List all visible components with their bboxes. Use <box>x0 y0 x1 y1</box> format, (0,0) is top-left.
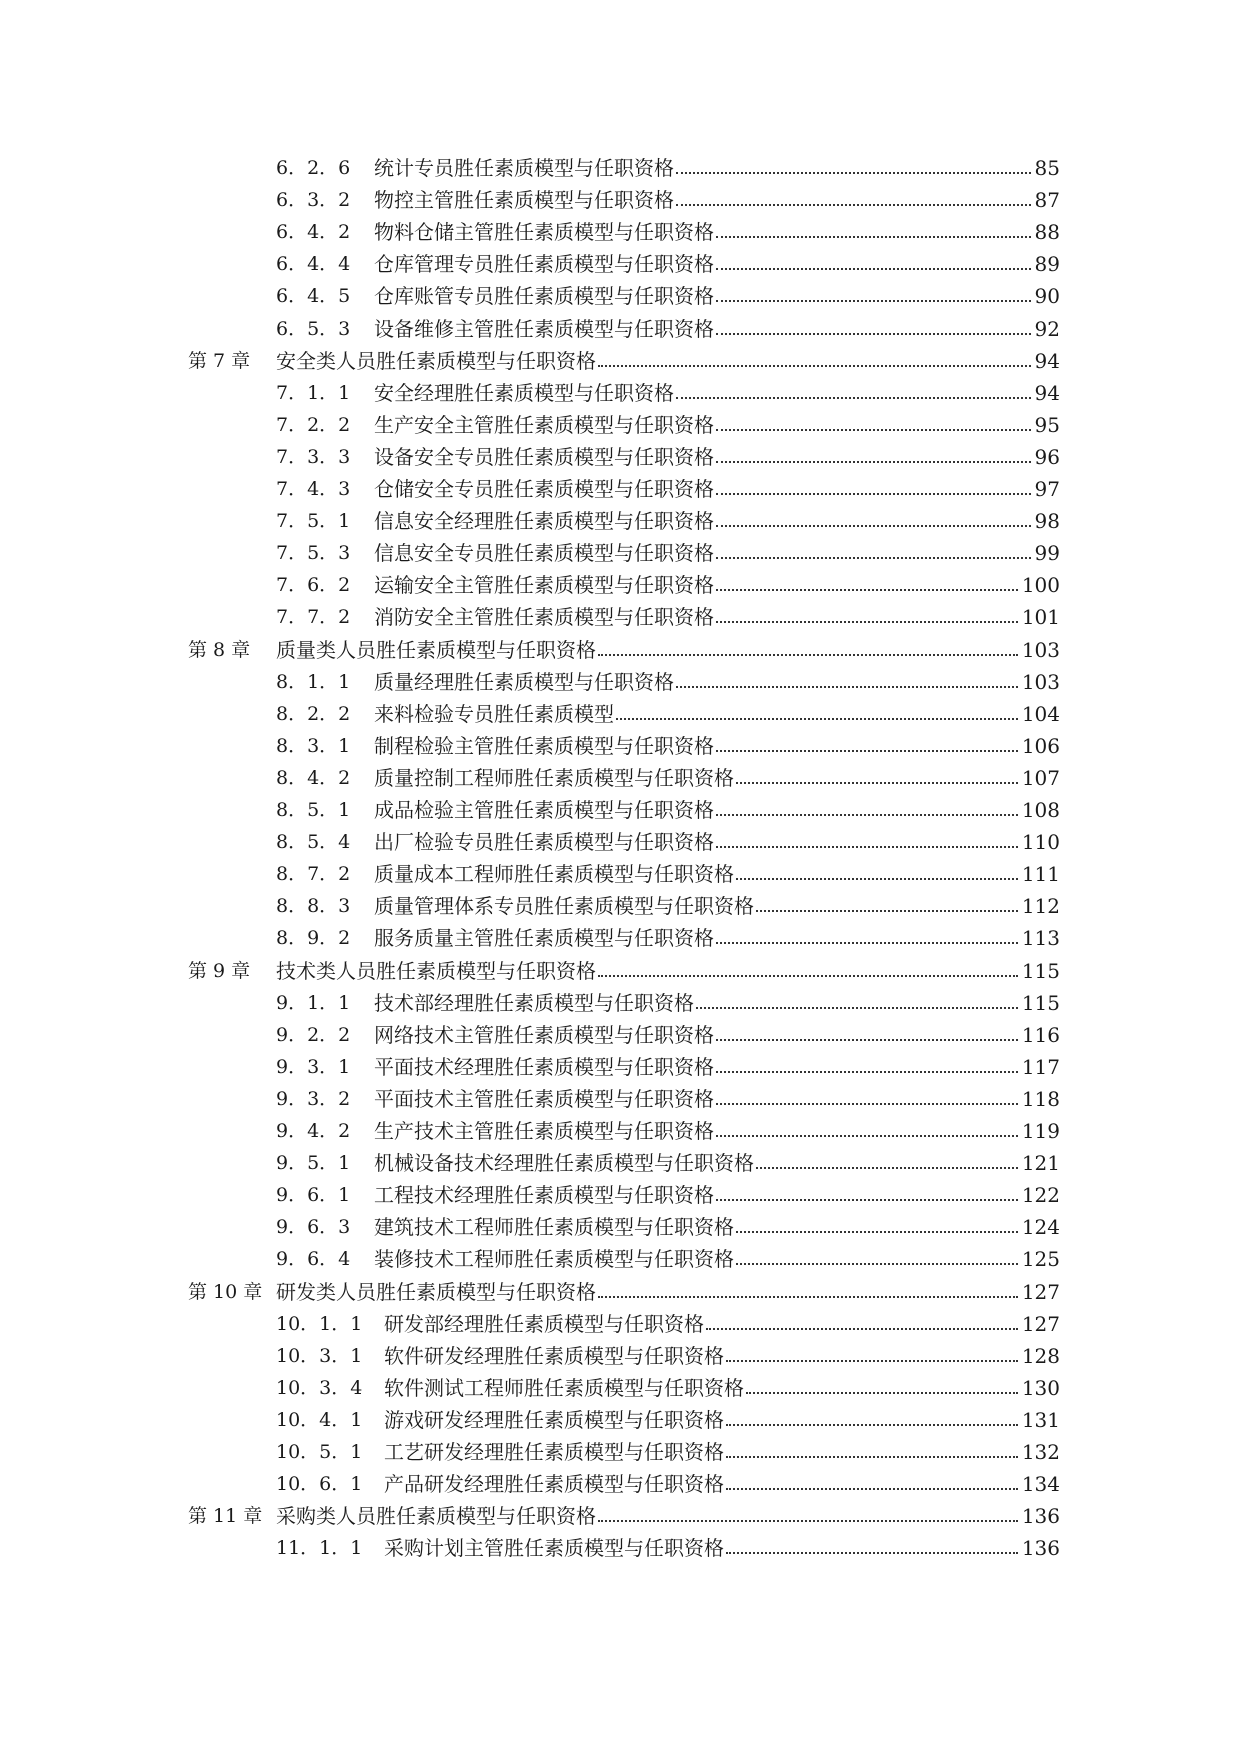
toc-section-entry[interactable] <box>0 248 1241 280</box>
toc-dot-leader <box>756 910 1018 912</box>
toc-entry-title: 信息安全经理胜任素质模型与任职资格 <box>374 509 714 533</box>
toc-dot-leader <box>716 493 1031 495</box>
toc-entry-title: 采购计划主管胜任素质模型与任职资格 <box>384 1536 724 1560</box>
toc-entry-title: 物控主管胜任素质模型与任职资格 <box>374 188 674 212</box>
toc-entry-title: 采购类人员胜任素质模型与任职资格 <box>276 1504 596 1528</box>
toc-chapter-entry[interactable] <box>0 634 1241 666</box>
toc-entry-page-number: 136 <box>1020 1532 1060 1564</box>
toc-entry-number: 7．4．3 <box>276 478 351 500</box>
toc-entry-page-number: 97 <box>1033 473 1060 505</box>
toc-entry-title: 设备安全专员胜任素质模型与任职资格 <box>374 445 714 469</box>
toc-entry-page-number: 100 <box>1020 569 1060 601</box>
toc-dot-leader <box>716 942 1018 944</box>
toc-entry-page-number: 121 <box>1020 1147 1060 1179</box>
toc-dot-leader <box>716 268 1031 270</box>
toc-section-entry[interactable] <box>0 922 1241 954</box>
toc-dot-leader <box>676 397 1031 399</box>
toc-entry-page-number: 99 <box>1033 537 1060 569</box>
toc-chapter-entry[interactable] <box>0 345 1241 377</box>
toc-entry-page-number: 92 <box>1033 313 1060 345</box>
toc-dot-leader <box>726 1488 1018 1490</box>
toc-dot-leader <box>716 1039 1018 1041</box>
toc-section-entry[interactable] <box>0 569 1241 601</box>
toc-chapter-entry[interactable] <box>0 1500 1241 1532</box>
toc-section-entry[interactable] <box>0 890 1241 922</box>
toc-entry-number: 10．3．4 <box>276 1377 363 1399</box>
toc-entry-page-number: 132 <box>1020 1436 1060 1468</box>
toc-dot-leader <box>726 1424 1018 1426</box>
toc-section-entry[interactable] <box>0 1083 1241 1115</box>
toc-entry-page-number: 124 <box>1020 1211 1060 1243</box>
toc-entry-number: 8．4．2 <box>276 767 351 789</box>
toc-chapter-entry[interactable] <box>0 955 1241 987</box>
toc-section-entry[interactable] <box>0 1340 1241 1372</box>
toc-entry-page-number: 89 <box>1033 248 1060 280</box>
toc-chapter-entry[interactable] <box>0 1276 1241 1308</box>
toc-entry-number: 7．1．1 <box>276 382 351 404</box>
toc-entry-page-number: 87 <box>1033 184 1060 216</box>
toc-entry-title: 仓库管理专员胜任素质模型与任职资格 <box>374 252 714 276</box>
toc-entry-number: 8．9．2 <box>276 927 351 949</box>
toc-entry-title: 建筑技术工程师胜任素质模型与任职资格 <box>374 1215 734 1239</box>
toc-dot-leader <box>726 1552 1018 1554</box>
toc-entry-page-number: 104 <box>1020 698 1060 730</box>
toc-entry-page-number: 130 <box>1020 1372 1060 1404</box>
toc-entry-number: 10．4．1 <box>276 1409 363 1431</box>
toc-section-entry[interactable] <box>0 184 1241 216</box>
toc-dot-leader <box>706 1328 1018 1330</box>
toc-entry-page-number: 127 <box>1020 1276 1060 1308</box>
toc-section-entry[interactable] <box>0 1051 1241 1083</box>
toc-entry-title: 生产安全主管胜任素质模型与任职资格 <box>374 413 714 437</box>
toc-entry-page-number: 111 <box>1020 858 1060 890</box>
toc-entry-number: 7．2．2 <box>276 414 351 436</box>
toc-section-entry[interactable] <box>0 987 1241 1019</box>
toc-dot-leader <box>716 300 1031 302</box>
toc-entry-number: 第 8 章 <box>188 639 251 661</box>
toc-entry-title: 网络技术主管胜任素质模型与任职资格 <box>374 1023 714 1047</box>
toc-entry-number: 6．4．5 <box>276 285 351 307</box>
toc-dot-leader <box>736 782 1018 784</box>
toc-section-entry[interactable] <box>0 280 1241 312</box>
toc-dot-leader <box>716 846 1018 848</box>
toc-entry-number: 9．1．1 <box>276 992 351 1014</box>
toc-entry-page-number: 136 <box>1020 1500 1060 1532</box>
toc-entry-title: 质量经理胜任素质模型与任职资格 <box>374 670 674 694</box>
toc-entry-title: 来料检验专员胜任素质模型 <box>374 702 614 726</box>
toc-entry-page-number: 122 <box>1020 1179 1060 1211</box>
toc-section-entry[interactable] <box>0 1243 1241 1275</box>
toc-entry-number: 9．3．1 <box>276 1056 351 1078</box>
toc-entry-number: 6．2．6 <box>276 157 351 179</box>
toc-entry-page-number: 94 <box>1033 345 1060 377</box>
toc-entry-title: 平面技术经理胜任素质模型与任职资格 <box>374 1055 714 1079</box>
toc-dot-leader <box>716 750 1018 752</box>
toc-entry-number: 8．3．1 <box>276 735 351 757</box>
toc-dot-leader <box>716 1071 1018 1073</box>
toc-entry-title: 工艺研发经理胜任素质模型与任职资格 <box>384 1440 724 1464</box>
toc-entry-title: 信息安全专员胜任素质模型与任职资格 <box>374 541 714 565</box>
toc-entry-page-number: 106 <box>1020 730 1060 762</box>
toc-entry-number: 7．6．2 <box>276 574 351 596</box>
toc-entry-title: 仓库账管专员胜任素质模型与任职资格 <box>374 284 714 308</box>
toc-section-entry[interactable] <box>0 473 1241 505</box>
toc-entry-title: 技术类人员胜任素质模型与任职资格 <box>276 959 596 983</box>
toc-entry-number: 8．5．4 <box>276 831 351 853</box>
toc-dot-leader <box>676 686 1018 688</box>
toc-section-entry[interactable] <box>0 313 1241 345</box>
toc-entry-number: 9．6．3 <box>276 1216 351 1238</box>
toc-section-entry[interactable] <box>0 1436 1241 1468</box>
toc-dot-leader <box>696 1007 1018 1009</box>
toc-entry-page-number: 131 <box>1020 1404 1060 1436</box>
toc-entry-title: 生产技术主管胜任素质模型与任职资格 <box>374 1119 714 1143</box>
toc-dot-leader <box>726 1456 1018 1458</box>
toc-entry-title: 制程检验主管胜任素质模型与任职资格 <box>374 734 714 758</box>
toc-dot-leader <box>736 878 1018 880</box>
toc-section-entry[interactable] <box>0 1019 1241 1051</box>
toc-entry-title: 成品检验主管胜任素质模型与任职资格 <box>374 798 714 822</box>
toc-entry-number: 8．7．2 <box>276 863 351 885</box>
toc-entry-number: 10．3．1 <box>276 1345 363 1367</box>
toc-entry-number: 6．3．2 <box>276 189 351 211</box>
toc-entry-title: 消防安全主管胜任素质模型与任职资格 <box>374 605 714 629</box>
toc-dot-leader <box>598 365 1031 367</box>
toc-entry-title: 研发部经理胜任素质模型与任职资格 <box>384 1312 704 1336</box>
toc-dot-leader <box>616 718 1018 720</box>
toc-entry-number: 9．4．2 <box>276 1120 351 1142</box>
toc-entry-page-number: 112 <box>1020 890 1060 922</box>
toc-entry-page-number: 110 <box>1020 826 1060 858</box>
toc-dot-leader <box>746 1392 1018 1394</box>
toc-section-entry[interactable] <box>0 601 1241 633</box>
toc-entry-title: 装修技术工程师胜任素质模型与任职资格 <box>374 1247 734 1271</box>
toc-dot-leader <box>716 1199 1018 1201</box>
toc-entry-page-number: 85 <box>1033 152 1060 184</box>
toc-entry-number: 8．8．3 <box>276 895 351 917</box>
toc-section-entry[interactable] <box>0 537 1241 569</box>
toc-entry-title: 出厂检验专员胜任素质模型与任职资格 <box>374 830 714 854</box>
toc-entry-number: 9．3．2 <box>276 1088 351 1110</box>
toc-entry-number: 11．1．1 <box>276 1537 363 1559</box>
toc-entry-page-number: 103 <box>1020 666 1060 698</box>
toc-entry-page-number: 127 <box>1020 1308 1060 1340</box>
toc-dot-leader <box>676 204 1031 206</box>
toc-entry-number: 6．4．4 <box>276 253 351 275</box>
toc-section-entry[interactable] <box>0 1404 1241 1436</box>
toc-dot-leader <box>716 1135 1018 1137</box>
toc-dot-leader <box>736 1263 1018 1265</box>
toc-entry-number: 9．6．4 <box>276 1248 351 1270</box>
toc-dot-leader <box>716 429 1031 431</box>
toc-dot-leader <box>716 525 1031 527</box>
toc-dot-leader <box>676 172 1031 174</box>
toc-entry-number: 10．6．1 <box>276 1473 363 1495</box>
toc-section-entry[interactable] <box>0 216 1241 248</box>
toc-dot-leader <box>598 654 1018 656</box>
toc-dot-leader <box>716 461 1031 463</box>
toc-entry-number: 第 7 章 <box>188 350 251 372</box>
toc-entry-page-number: 116 <box>1020 1019 1060 1051</box>
toc-entry-title: 机械设备技术经理胜任素质模型与任职资格 <box>374 1151 754 1175</box>
toc-section-entry[interactable] <box>0 730 1241 762</box>
toc-entry-number: 10．5．1 <box>276 1441 363 1463</box>
toc-entry-number: 7．7．2 <box>276 606 351 628</box>
toc-entry-page-number: 88 <box>1033 216 1060 248</box>
toc-entry-number: 9．5．1 <box>276 1152 351 1174</box>
toc-entry-number: 9．2．2 <box>276 1024 351 1046</box>
toc-section-entry[interactable] <box>0 377 1241 409</box>
toc-entry-page-number: 134 <box>1020 1468 1060 1500</box>
toc-entry-title: 统计专员胜任素质模型与任职资格 <box>374 156 674 180</box>
toc-entry-title: 质量控制工程师胜任素质模型与任职资格 <box>374 766 734 790</box>
toc-entry-page-number: 119 <box>1020 1115 1060 1147</box>
toc-entry-page-number: 115 <box>1020 987 1060 1019</box>
toc-dot-leader <box>716 814 1018 816</box>
toc-section-entry[interactable] <box>0 409 1241 441</box>
toc-entry-page-number: 113 <box>1020 922 1060 954</box>
toc-dot-leader <box>716 1103 1018 1105</box>
toc-section-entry[interactable] <box>0 1372 1241 1404</box>
toc-section-entry[interactable] <box>0 1179 1241 1211</box>
toc-section-entry[interactable] <box>0 858 1241 890</box>
toc-section-entry[interactable] <box>0 698 1241 730</box>
toc-entry-title: 工程技术经理胜任素质模型与任职资格 <box>374 1183 714 1207</box>
toc-entry-page-number: 115 <box>1020 955 1060 987</box>
toc-section-entry[interactable] <box>0 441 1241 473</box>
toc-section-entry[interactable] <box>0 1147 1241 1179</box>
toc-entry-page-number: 103 <box>1020 634 1060 666</box>
toc-entry-page-number: 94 <box>1033 377 1060 409</box>
toc-dot-leader <box>716 236 1031 238</box>
toc-entry-title: 安全类人员胜任素质模型与任职资格 <box>276 349 596 373</box>
toc-entry-title: 软件研发经理胜任素质模型与任职资格 <box>384 1344 724 1368</box>
toc-entry-title: 服务质量主管胜任素质模型与任职资格 <box>374 926 714 950</box>
toc-section-entry[interactable] <box>0 1211 1241 1243</box>
toc-entry-number: 10．1．1 <box>276 1313 363 1335</box>
toc-entry-page-number: 125 <box>1020 1243 1060 1275</box>
toc-entry-number: 第 10 章 <box>188 1281 263 1303</box>
toc-entry-page-number: 128 <box>1020 1340 1060 1372</box>
toc-entry-title: 质量成本工程师胜任素质模型与任职资格 <box>374 862 734 886</box>
toc-entry-title: 仓储安全专员胜任素质模型与任职资格 <box>374 477 714 501</box>
toc-section-entry[interactable] <box>0 826 1241 858</box>
toc-entry-title: 设备维修主管胜任素质模型与任职资格 <box>374 317 714 341</box>
toc-entry-number: 8．1．1 <box>276 671 351 693</box>
toc-dot-leader <box>598 1520 1018 1522</box>
toc-entry-page-number: 107 <box>1020 762 1060 794</box>
toc-entry-number: 9．6．1 <box>276 1184 351 1206</box>
toc-section-entry[interactable] <box>0 152 1241 184</box>
toc-dot-leader <box>716 589 1018 591</box>
toc-section-entry[interactable] <box>0 1308 1241 1340</box>
toc-entry-page-number: 118 <box>1020 1083 1060 1115</box>
toc-entry-page-number: 117 <box>1020 1051 1060 1083</box>
toc-entry-title: 产品研发经理胜任素质模型与任职资格 <box>384 1472 724 1496</box>
toc-entry-page-number: 90 <box>1033 280 1060 312</box>
toc-entry-title: 质量类人员胜任素质模型与任职资格 <box>276 638 596 662</box>
toc-entry-title: 平面技术主管胜任素质模型与任职资格 <box>374 1087 714 1111</box>
toc-entry-title: 软件测试工程师胜任素质模型与任职资格 <box>384 1376 744 1400</box>
toc-entry-title: 游戏研发经理胜任素质模型与任职资格 <box>384 1408 724 1432</box>
toc-entry-title: 质量管理体系专员胜任素质模型与任职资格 <box>374 894 754 918</box>
toc-dot-leader <box>736 1231 1018 1233</box>
toc-entry-number: 8．5．1 <box>276 799 351 821</box>
toc-entry-title: 安全经理胜任素质模型与任职资格 <box>374 381 674 405</box>
toc-entry-number: 8．2．2 <box>276 703 351 725</box>
toc-entry-number: 7．5．3 <box>276 542 351 564</box>
toc-entry-number: 第 11 章 <box>188 1505 263 1527</box>
toc-section-entry[interactable] <box>0 794 1241 826</box>
toc-dot-leader <box>716 557 1031 559</box>
toc-entry-number: 7．3．3 <box>276 446 351 468</box>
toc-dot-leader <box>598 1296 1018 1298</box>
toc-entry-title: 物料仓储主管胜任素质模型与任职资格 <box>374 220 714 244</box>
toc-entry-number: 6．5．3 <box>276 318 351 340</box>
toc-entry-title: 技术部经理胜任素质模型与任职资格 <box>374 991 694 1015</box>
toc-dot-leader <box>726 1360 1018 1362</box>
toc-section-entry[interactable] <box>0 1532 1241 1564</box>
toc-entry-page-number: 96 <box>1033 441 1060 473</box>
toc-entry-title: 研发类人员胜任素质模型与任职资格 <box>276 1280 596 1304</box>
toc-section-entry[interactable] <box>0 505 1241 537</box>
toc-dot-leader <box>756 1167 1018 1169</box>
toc-entry-page-number: 98 <box>1033 505 1060 537</box>
toc-section-entry[interactable] <box>0 666 1241 698</box>
toc-entry-title: 运输安全主管胜任素质模型与任职资格 <box>374 573 714 597</box>
toc-entry-page-number: 95 <box>1033 409 1060 441</box>
toc-section-entry[interactable] <box>0 1115 1241 1147</box>
toc-entry-page-number: 101 <box>1020 601 1060 633</box>
toc-entry-number: 7．5．1 <box>276 510 351 532</box>
toc-dot-leader <box>598 975 1018 977</box>
toc-entry-number: 6．4．2 <box>276 221 351 243</box>
toc-entry-number: 第 9 章 <box>188 960 251 982</box>
toc-dot-leader <box>716 621 1018 623</box>
toc-section-entry[interactable] <box>0 762 1241 794</box>
toc-entry-page-number: 108 <box>1020 794 1060 826</box>
toc-section-entry[interactable] <box>0 1468 1241 1500</box>
toc-dot-leader <box>716 333 1031 335</box>
